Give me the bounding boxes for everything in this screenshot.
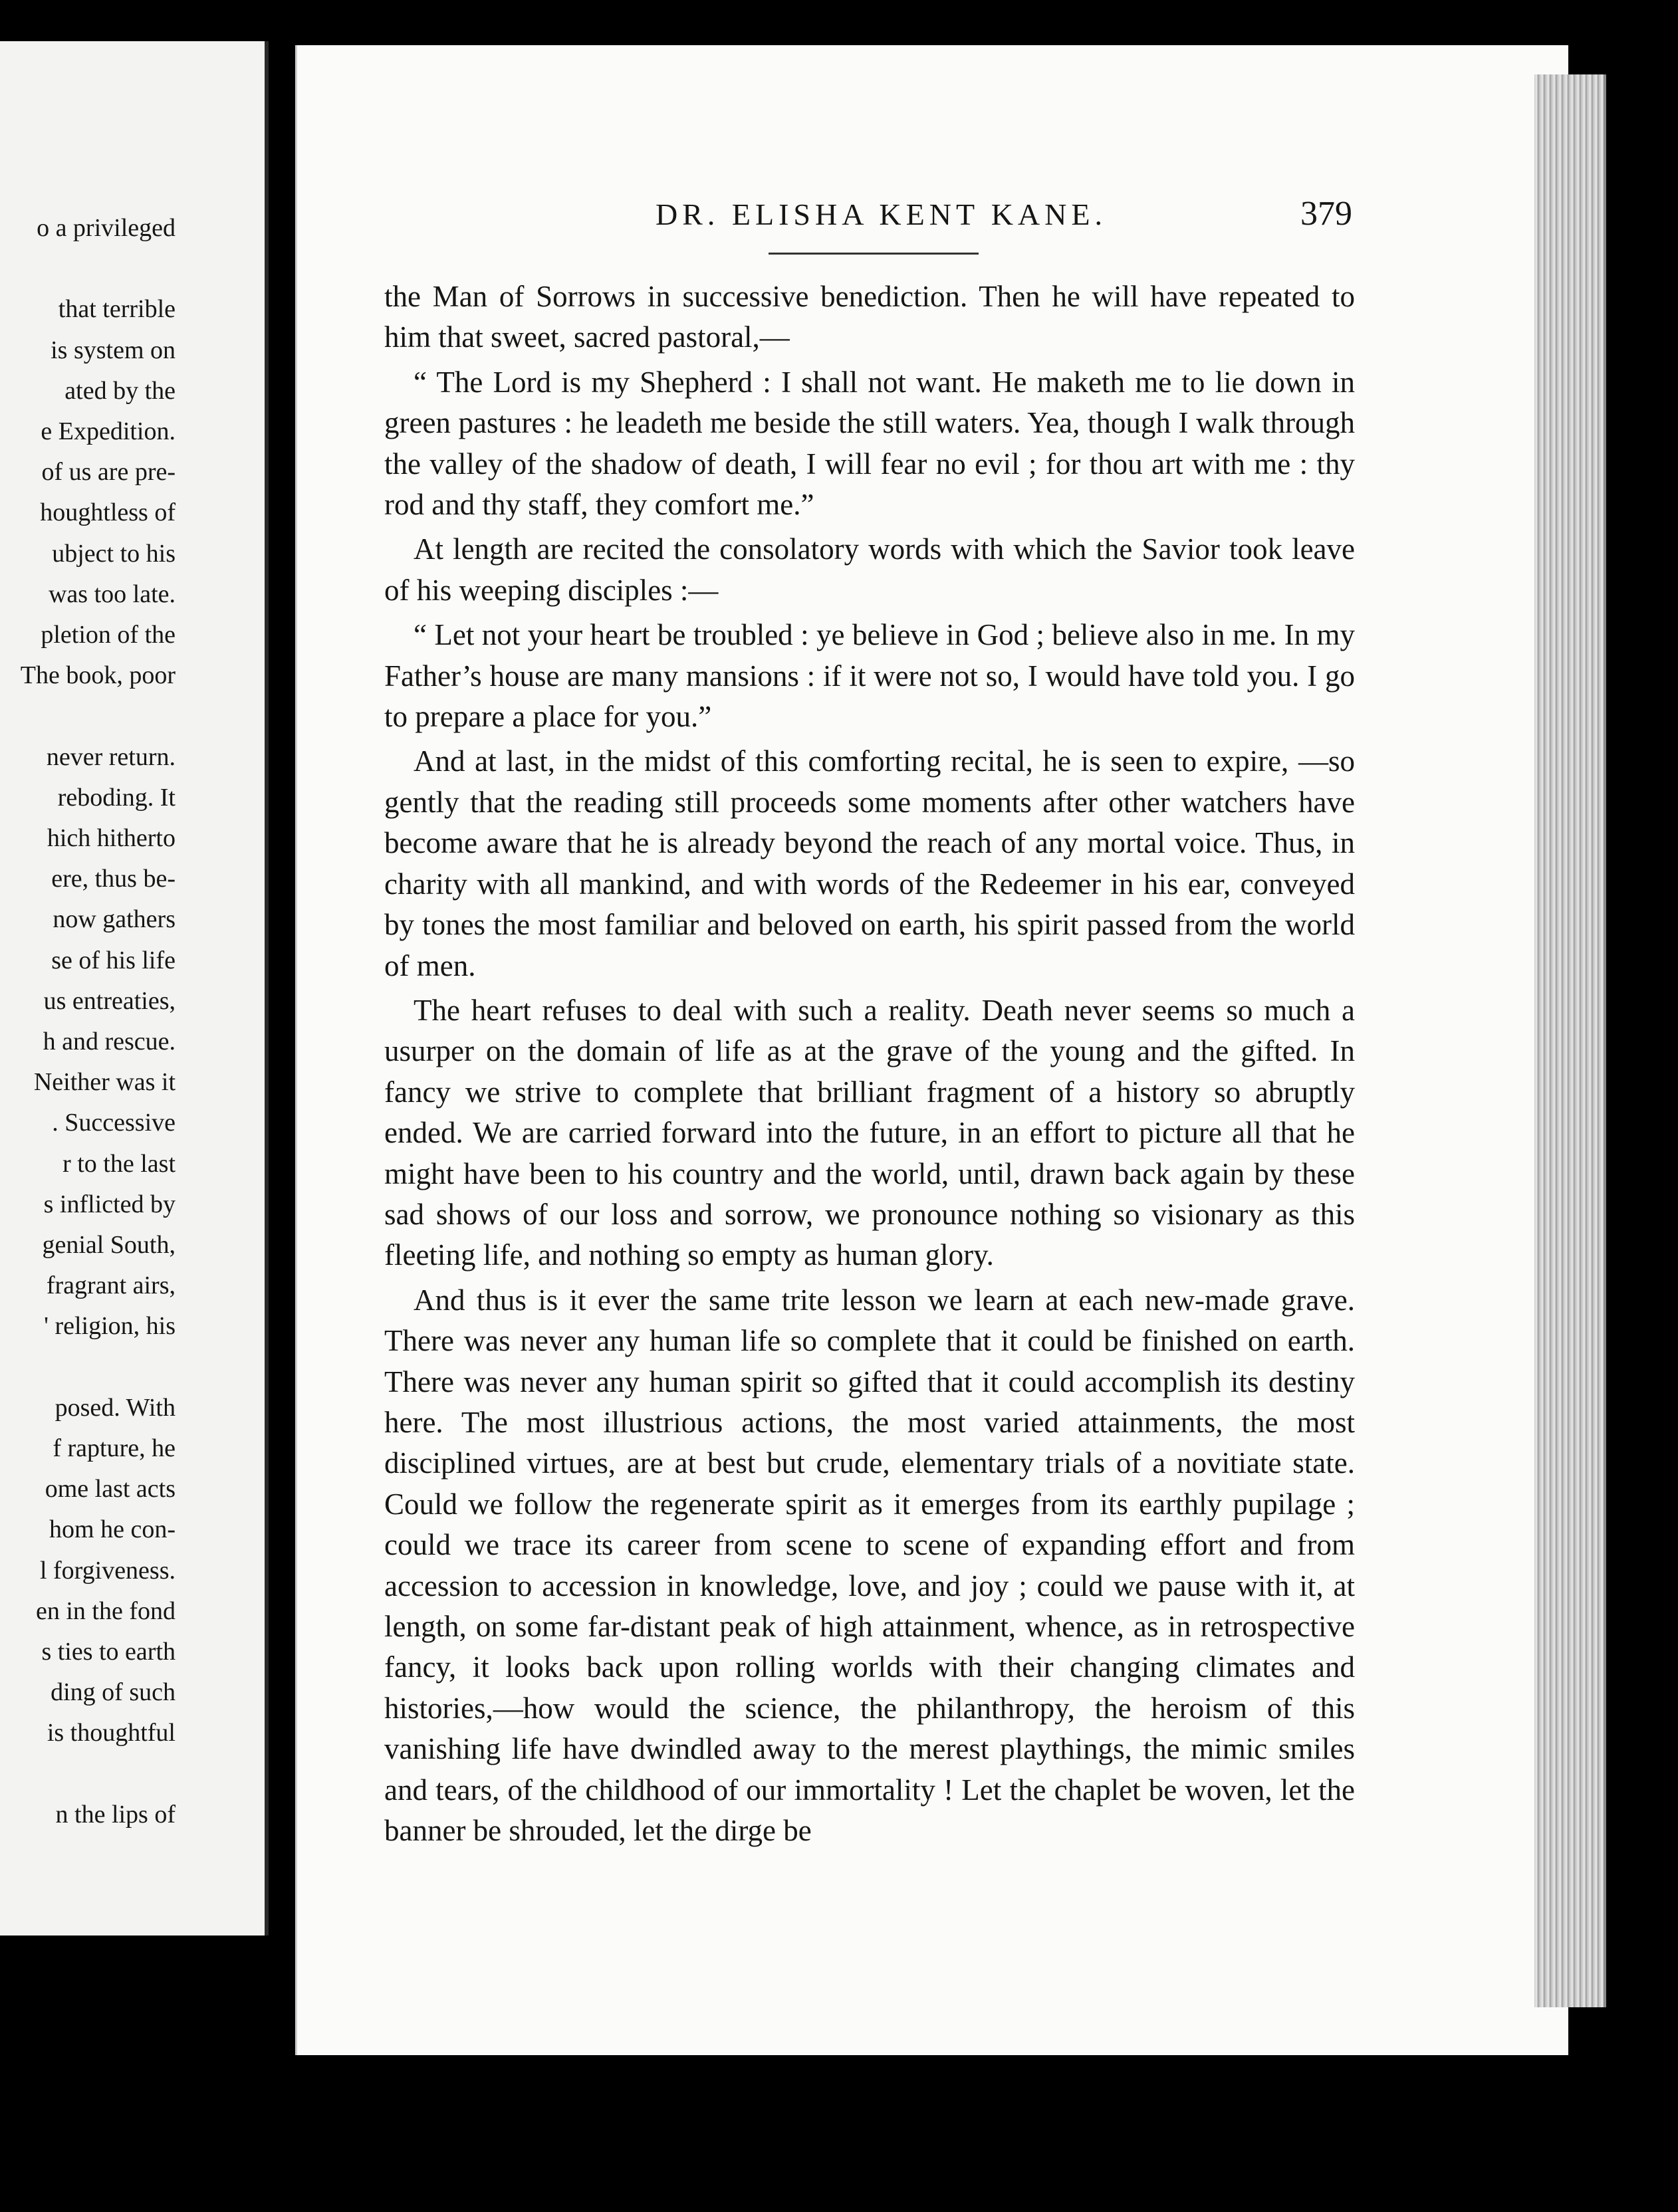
facing-page-line: fragrant airs,: [46, 1272, 176, 1300]
paragraph: And at last, in the midst of this comforting recital, he is seen to expire, —so gently that the reading still proceeds some moments after other watchers have become aware that he is already beyond the reach of any mortal voice. Thus, in charity with all mankind, and with words of the Redeemer in his ear, conveyed by tones the most familiar and beloved on earth, his spirit passed from the world of men.: [384, 744, 1355, 982]
facing-page-line: se of his life: [51, 946, 176, 974]
facing-page-line: Neither was it: [33, 1068, 176, 1097]
page-number: 379: [1300, 195, 1352, 233]
facing-page-line: r to the last: [62, 1149, 176, 1178]
facing-page-line: that terrible: [58, 295, 176, 324]
facing-page-line: . Successive: [52, 1109, 176, 1137]
paragraph: the Man of Sorrows in successive benediction. Then he will have repeated to him that sweet, sacred pastoral,—: [384, 280, 1355, 354]
facing-page-line: l forgiveness.: [39, 1556, 176, 1585]
facing-page-line: o a privileged: [37, 214, 176, 242]
facing-page-line: hich hitherto: [47, 824, 176, 852]
page-edges: [1534, 74, 1606, 2007]
facing-page-line: e Expedition.: [41, 417, 176, 445]
facing-page-line: ome last acts: [45, 1475, 176, 1503]
facing-page-line: ding of such: [51, 1678, 176, 1707]
paragraph: “ The Lord is my Shepherd : I shall not want. He maketh me to lie down in green pastures : he leadeth me beside the still waters. Yea, though I walk through the valley of the shadow of death, I will fear no evil ; for thou art with me : thy rod and thy staff, they comfort me.”: [384, 365, 1355, 522]
header-rule: [769, 253, 979, 255]
facing-page-line: ubject to his: [52, 539, 176, 568]
facing-page-line: was too late.: [48, 580, 176, 608]
facing-page-line: n the lips of: [55, 1800, 176, 1828]
facing-page-line: posed. With: [55, 1393, 176, 1422]
body-text: [384, 276, 1355, 1851]
facing-page-line: houghtless of: [40, 498, 176, 527]
facing-page-line: now gathers: [53, 905, 176, 934]
facing-page-line: ere, thus be-: [51, 865, 176, 893]
facing-page-line: is thoughtful: [47, 1719, 176, 1747]
paragraph: At length are recited the consolatory words with which the Savior took leave of his weeping disciples :—: [384, 532, 1355, 607]
facing-page-line: f rapture, he: [53, 1434, 176, 1462]
running-header: DR. ELISHA KENT KANE.: [656, 197, 1107, 231]
facing-page-line: is system on: [51, 336, 176, 364]
facing-page-line: reboding. It: [57, 783, 176, 812]
facing-page-line: us entreaties,: [43, 986, 176, 1015]
facing-page-line: pletion of the: [41, 621, 176, 649]
paragraph: And thus is it ever the same trite lesson we learn at each new-made grave. There was never any human life so complete that it could be finished on earth. There was never any human spirit so gifted that it could accomplish its destiny here. The most illustrious actions, the most varied attainments, the most disciplined virtues, are at best but crude, elementary trials of a novitiate state. Could we follow the regenerate spirit as it emerges from its earthly pupilage ; could we trace its career from scene to scene of expanding effort and from accession to accession in knowledge, love, and joy ; could we pause with it, at length, on some far-distant peak of high attainment, whence, as in retrospective fancy, it looks back upon rolling worlds with their changing climates and histories,—how would the science, the philanthropy, the heroism of this vanishing life have dwindled away to the merest playthings, the mimic smiles and tears, of the childhood of our immortality ! Let the chaplet be woven, let the banner be shrouded, let the dirge be: [384, 1283, 1355, 1848]
facing-page-line: never return.: [46, 742, 176, 771]
facing-page: [0, 41, 269, 1936]
paragraph: The heart refuses to deal with such a reality. Death never seems so much a usurper on the domain of life as at the grave of the young and the gifted. In fancy we strive to complete that brilliant fragment of a history so abruptly ended. We are carried forward into the future, in an effort to picture all that he might have been to his country and the world, until, drawn back again by these sad shows of our loss and sorrow, we pronounce nothing so visionary as this fleeting life, and nothing so empty as human glory.: [384, 993, 1355, 1272]
facing-page-line: s inflicted by: [43, 1190, 176, 1218]
facing-page-line: of us are pre-: [41, 458, 176, 487]
facing-page-line: hom he con-: [49, 1515, 176, 1544]
facing-page-line: s ties to earth: [41, 1638, 176, 1666]
paragraph: “ Let not your heart be troubled : ye believe in God ; believe also in me. In my Father’s house are many mansions : if it were not so, I would have told you. I go to prepare a place for you.”: [384, 618, 1355, 734]
facing-page-line: ' religion, his: [44, 1312, 176, 1341]
facing-page-line: h and rescue.: [43, 1028, 176, 1055]
facing-page-line: The book, poor: [20, 661, 176, 690]
facing-page-line: genial South,: [42, 1231, 176, 1259]
facing-page-line: ated by the: [64, 376, 176, 405]
facing-page-line: en in the fond: [35, 1597, 176, 1625]
